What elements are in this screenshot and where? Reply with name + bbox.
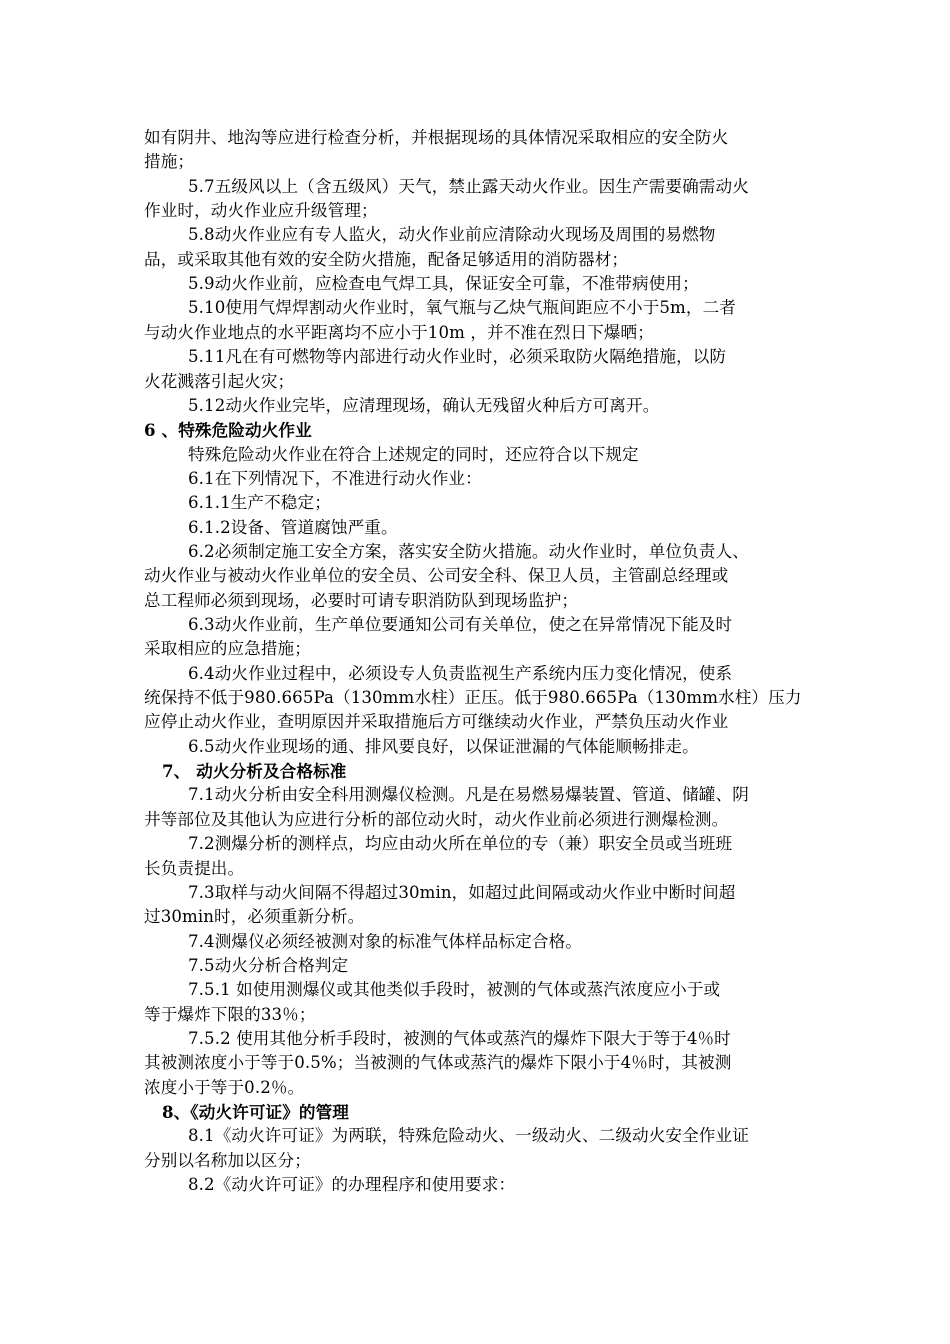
- text-line: 等于爆炸下限的33％；: [144, 1004, 316, 1024]
- text-line: 7.2测爆分析的测样点，均应由动火所在单位的专（兼）职安全员或当班班: [188, 834, 733, 854]
- text-line: 5.9动火作业前，应检查电气焊工具，保证安全可靠，不准带病使用；: [188, 274, 699, 294]
- text-line: 6.1在下列情况下，不准进行动火作业：: [188, 468, 482, 488]
- text-line: 7.4测爆仪必须经被测对象的标准气体样品标定合格。: [188, 931, 582, 951]
- text-line: 应停止动火作业，查明原因并采取措施后方可继续动火作业，严禁负压动火作业: [144, 712, 729, 732]
- text-line: 7.1动火分析由安全科用测爆仪检测。凡是在易燃易爆装置、管道、储罐、阴: [188, 785, 749, 805]
- text-line: 采取相应的应急措施；: [144, 639, 311, 659]
- text-line: 统保持不低于980.665Pa（130mm水柱）正压。低于980.665Pa（130mm水柱）压力: [144, 688, 802, 708]
- text-line: 8.1《动火许可证》为两联，特殊危险动火、一级动火、二级动火安全作业证: [188, 1126, 749, 1146]
- text-line: 7.5.2 使用其他分析手段时，被测的气体或蒸汽的爆炸下限大于等于4％时: [188, 1028, 731, 1048]
- text-line: 长负责提出。: [144, 858, 245, 878]
- text-line: 6.1.2设备、管道腐蚀严重。: [188, 517, 398, 537]
- text-line: 作业时，动火作业应升级管理；: [144, 201, 378, 221]
- text-line: 7.3取样与动火间隔不得超过30min，如超过此间隔或动火作业中断时间超: [188, 882, 736, 902]
- text-line: 总工程师必须到现场，必要时可请专职消防队到现场监护；: [144, 590, 579, 610]
- section-heading: 6 、特殊危险动火作业: [144, 420, 312, 441]
- text-line: 火花溅落引起火灾；: [144, 371, 295, 391]
- text-line: 6.4动火作业过程中，必须设专人负责监视生产系统内压力变化情况，使系: [188, 663, 733, 683]
- text-line: 6.3动火作业前，生产单位要通知公司有关单位，使之在异常情况下能及时: [188, 615, 733, 634]
- text-line: 井等部位及其他认为应进行分析的部位动火时，动火作业前必须进行测爆检测。: [144, 809, 729, 829]
- text-line: 5.11凡在有可燃物等内部进行动火作业时，必须采取防火隔绝措施，以防: [188, 347, 727, 367]
- text-line: 7.5.1 如使用测爆仪或其他类似手段时，被测的气体或蒸汽浓度应小于或: [188, 980, 721, 1000]
- text-line: 其被测浓度小于等于0.5%；当被测的气体或蒸汽的爆炸下限小于4％时，其被测: [144, 1053, 732, 1073]
- text-line: 6.5动火作业现场的通、排风要良好，以保证泄漏的气体能顺畅排走。: [188, 736, 699, 756]
- text-line: 7.5动火分析合格判定: [188, 955, 349, 975]
- text-line: 分别以名称加以区分；: [144, 1150, 311, 1170]
- text-line: 动火作业与被动火作业单位的安全员、公司安全科、保卫人员，主管副总经理或: [144, 566, 729, 586]
- text-line: 过30min时，必须重新分析。: [144, 907, 365, 927]
- text-line: 特殊危险动火作业在符合上述规定的同时，还应符合以下规定: [188, 444, 639, 464]
- text-line: 8.2《动火许可证》的办理程序和使用要求：: [188, 1175, 516, 1195]
- text-line: 5.12动火作业完毕，应清理现场，确认无残留火种后方可离开。: [188, 395, 660, 415]
- text-line: 品，或采取其他有效的安全防火措施，配备足够适用的消防器材；: [144, 249, 629, 269]
- section-heading: 7、 动火分析及合格标准: [162, 761, 347, 782]
- text-line: 5.10使用气焊焊割动火作业时，氧气瓶与乙炔气瓶间距应不小于5m，二者: [188, 298, 736, 318]
- section-heading: 8、《动火许可证》的管理: [162, 1102, 349, 1122]
- text-line: 6.2必须制定施工安全方案，落实安全防火措施。动火作业时，单位负责人、: [188, 541, 749, 561]
- text-line: 6.1.1生产不稳定；: [188, 493, 331, 513]
- text-line: 5.7五级风以上（含五级风）天气，禁止露天动火作业。因生产需要确需动火: [188, 176, 749, 196]
- text-line: 浓度小于等于0.2％。: [144, 1077, 305, 1097]
- text-line: 5.8动火作业应有专人监火，动火作业前应清除动火现场及周围的易燃物: [188, 225, 716, 245]
- text-line: 与动火作业地点的水平距离均不应小于10m ，并不准在烈日下爆晒；: [144, 322, 654, 342]
- text-line: 措施；: [144, 152, 195, 172]
- text-line: 如有阴井、地沟等应进行检查分析，并根据现场的具体情况采取相应的安全防火: [144, 128, 729, 147]
